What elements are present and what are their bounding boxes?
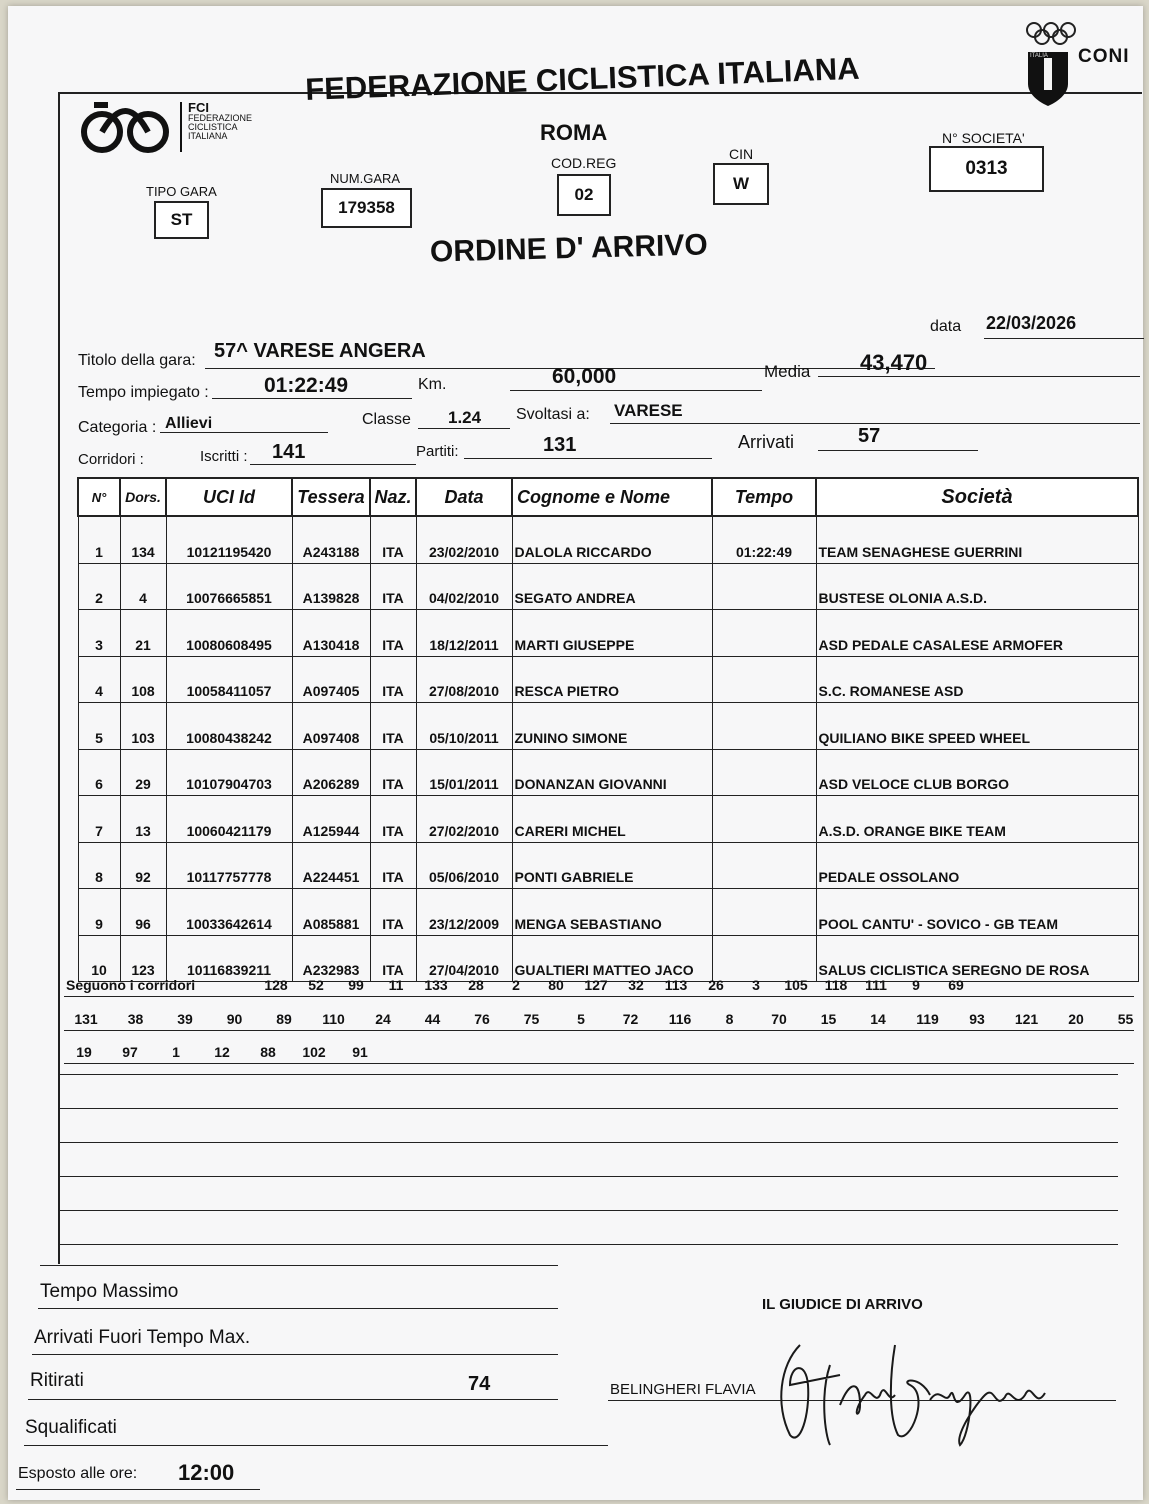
km-value: 60,000	[552, 365, 617, 388]
cell-bib: 13	[120, 796, 166, 843]
data-label: data	[930, 318, 962, 335]
follower-bib: 26	[708, 977, 724, 993]
cell-uci-id: 10033642614	[166, 889, 292, 936]
cell-tessera: A243188	[292, 516, 370, 563]
categoria-value: Allievi	[165, 415, 213, 432]
cell-time	[712, 703, 816, 750]
cell-tessera: A130418	[292, 610, 370, 657]
follower-bib: 102	[302, 1044, 326, 1060]
follower-bib: 70	[771, 1011, 787, 1027]
follower-bib: 75	[523, 1011, 540, 1027]
follower-bib: 1	[172, 1044, 180, 1060]
follower-bib: 119	[916, 1011, 939, 1027]
col-header: Cognome e Nome	[512, 478, 712, 516]
cell-birthdate: 05/06/2010	[416, 842, 512, 889]
giudice-name: BELINGHERI FLAVIA	[610, 1381, 756, 1398]
cell-bib: 21	[120, 610, 166, 657]
follower-bib: 15	[820, 1011, 837, 1027]
cell-name: DONANZAN GIOVANNI	[512, 749, 712, 796]
iscritti-value: 141	[272, 441, 306, 463]
table-row	[78, 703, 1138, 750]
follower-bib: 127	[584, 977, 608, 993]
svolta-value: VARESE	[614, 401, 683, 420]
tipo-gara-box: ST	[154, 201, 209, 239]
cell-nation: ITA	[370, 935, 416, 982]
follower-bib: 97	[122, 1044, 138, 1060]
cod-reg-label: COD.REG	[551, 155, 617, 171]
cell-nation: ITA	[370, 563, 416, 610]
seguono-row-1	[64, 966, 1134, 997]
cell-time	[712, 796, 816, 843]
table-row	[78, 749, 1138, 796]
cell-birthdate: 18/12/2011	[416, 610, 512, 657]
num-gara-label: NUM.GARA	[330, 171, 401, 186]
cell-team: PEDALE OSSOLANO	[816, 842, 1138, 889]
classe-value: 1.24	[448, 408, 482, 427]
cell-name: GUALTIERI MATTEO JACO	[512, 935, 712, 982]
cell-uci-id: 10076665851	[166, 563, 292, 610]
col-header: Società	[816, 478, 1138, 516]
table-row	[78, 656, 1138, 703]
cell-team: TEAM SENAGHESE GUERRINI	[816, 516, 1138, 563]
follower-bib: 32	[628, 977, 644, 993]
giudice-label: IL GIUDICE DI ARRIVO	[762, 1296, 923, 1313]
arrivati-value: 57	[858, 425, 881, 447]
cell-uci-id: 10107904703	[166, 749, 292, 796]
table-row	[78, 563, 1138, 610]
seguono-label: Seguono i corridori	[66, 977, 196, 993]
table-row	[78, 889, 1138, 936]
col-header: UCI Id	[166, 478, 292, 516]
cell-name: RESCA PIETRO	[512, 656, 712, 703]
cell-nation: ITA	[370, 796, 416, 843]
cell-nation: ITA	[370, 749, 416, 796]
cell-nation: ITA	[370, 842, 416, 889]
results-table	[77, 477, 1139, 982]
follower-bib: 133	[424, 977, 448, 993]
cin-box: W	[713, 163, 769, 205]
cell-tessera: A232983	[292, 935, 370, 982]
categoria-label: Categoria :	[78, 419, 157, 436]
cell-bib: 96	[120, 889, 166, 936]
cell-position: 4	[78, 656, 120, 703]
media-value: 43,470	[860, 350, 928, 375]
follower-bib: 39	[177, 1011, 193, 1027]
table-row	[78, 610, 1138, 657]
follower-bib: 80	[548, 977, 564, 993]
cell-team: ASD PEDALE CASALESE ARMOFER	[816, 610, 1138, 657]
fci-sub-2: CICLISTICA	[188, 122, 238, 132]
olympic-rings-icon	[1024, 20, 1080, 46]
follower-bib: 110	[322, 1011, 345, 1027]
cell-position: 2	[78, 563, 120, 610]
cell-bib: 92	[120, 842, 166, 889]
svolta-label: Svoltasi a:	[516, 406, 590, 423]
tipo-gara-label: TIPO GARA	[146, 184, 217, 199]
fuori-tempo-label: Arrivati Fuori Tempo Max.	[34, 1327, 251, 1348]
num-gara-box: 179358	[321, 188, 412, 228]
follower-bib: 3	[752, 977, 760, 993]
doc-title: ORDINE D' ARRIVO	[429, 228, 709, 269]
follower-bib: 88	[260, 1044, 276, 1060]
follower-bib: 38	[127, 1011, 144, 1027]
partiti-value: 131	[543, 434, 577, 456]
cell-team: ASD VELOCE CLUB BORGO	[816, 749, 1138, 796]
coni-shield-text: ITALIA	[1030, 53, 1048, 59]
cell-birthdate: 05/10/2011	[416, 703, 512, 750]
cell-name: CARERI MICHEL	[512, 796, 712, 843]
follower-bib: 20	[1068, 1011, 1084, 1027]
follower-bib: 131	[74, 1011, 98, 1027]
iscritti-label: Iscritti :	[200, 448, 248, 465]
city: ROMA	[540, 120, 608, 145]
cell-tessera: A097408	[292, 703, 370, 750]
cell-name: PONTI GABRIELE	[512, 842, 712, 889]
judge-signature	[770, 1325, 1070, 1455]
fci-sub-3: ITALIANA	[188, 131, 228, 141]
cell-birthdate: 27/04/2010	[416, 935, 512, 982]
cell-team: A.S.D. ORANGE BIKE TEAM	[816, 796, 1138, 843]
cell-team: SALUS CICLISTICA SEREGNO DE ROSA	[816, 935, 1138, 982]
col-header: Data	[416, 478, 512, 516]
follower-bib: 44	[424, 1011, 441, 1027]
cell-bib: 103	[120, 703, 166, 750]
cell-name: ZUNINO SIMONE	[512, 703, 712, 750]
arrivati-label: Arrivati	[738, 432, 795, 452]
ritirati-label: Ritirati	[30, 1370, 84, 1391]
cell-position: 1	[78, 516, 120, 563]
col-header: Tempo	[712, 478, 816, 516]
cell-nation: ITA	[370, 516, 416, 563]
follower-bib: 89	[276, 1011, 292, 1027]
table-header-row	[78, 478, 1138, 516]
cell-position: 6	[78, 749, 120, 796]
cell-tessera: A097405	[292, 656, 370, 703]
cell-position: 3	[78, 610, 120, 657]
cell-tessera: A125944	[292, 796, 370, 843]
cell-birthdate: 23/02/2010	[416, 516, 512, 563]
cell-birthdate: 15/01/2011	[416, 749, 512, 796]
follower-bib: 105	[784, 977, 808, 993]
follower-bib: 99	[348, 977, 364, 993]
tempo-massimo-label: Tempo Massimo	[40, 1281, 179, 1302]
follower-bib: 28	[468, 977, 484, 993]
cell-uci-id: 10117757778	[166, 842, 292, 889]
cell-name: SEGATO ANDREA	[512, 563, 712, 610]
cell-nation: ITA	[370, 703, 416, 750]
follower-bib: 9	[912, 977, 920, 993]
societa-label: N° SOCIETA'	[942, 130, 1025, 146]
col-header: N°	[78, 478, 120, 516]
cell-birthdate: 27/08/2010	[416, 656, 512, 703]
table-row	[78, 516, 1138, 563]
cell-position: 10	[78, 935, 120, 982]
col-header: Dors.	[120, 478, 166, 516]
cell-name: MENGA SEBASTIANO	[512, 889, 712, 936]
follower-bib: 12	[214, 1044, 230, 1060]
cell-bib: 4	[120, 563, 166, 610]
follower-bib: 121	[1014, 1011, 1039, 1027]
follower-bib: 128	[264, 977, 288, 993]
cell-uci-id: 10080608495	[166, 610, 292, 657]
partiti-label: Partiti:	[416, 443, 459, 460]
follower-bib: 2	[512, 977, 520, 993]
follower-bib: 116	[668, 1011, 692, 1027]
fci-mark: FCI	[188, 100, 209, 115]
titolo-label: Titolo della gara:	[78, 352, 196, 369]
follower-bib: 24	[375, 1011, 391, 1027]
cell-uci-id: 10060421179	[166, 796, 292, 843]
cell-position: 5	[78, 703, 120, 750]
societa-box: 0313	[929, 146, 1044, 192]
cell-position: 9	[78, 889, 120, 936]
km-label: Km.	[418, 376, 447, 393]
fci-logo	[78, 98, 268, 160]
cell-time	[712, 842, 816, 889]
ritirati-value: 74	[468, 1373, 491, 1395]
follower-bib: 118	[824, 977, 848, 993]
follower-bib: 76	[474, 1011, 490, 1027]
cell-team: S.C. ROMANESE ASD	[816, 656, 1138, 703]
follower-bib: 55	[1117, 1011, 1134, 1027]
cell-position: 7	[78, 796, 120, 843]
federation-title: FEDERAZIONE CICLISTICA ITALIANA	[304, 50, 861, 108]
cell-time	[712, 889, 816, 936]
follower-bib: 91	[352, 1044, 368, 1060]
cell-team: QUILIANO BIKE SPEED WHEEL	[816, 703, 1138, 750]
race-date: 22/03/2026	[986, 313, 1077, 333]
coni-logo	[1024, 20, 1139, 110]
coni-label: CONI	[1078, 46, 1130, 67]
cell-team: POOL CANTU' - SOVICO - GB TEAM	[816, 889, 1138, 936]
follower-bib: 113	[664, 977, 688, 993]
cell-birthdate: 04/02/2010	[416, 563, 512, 610]
fci-sub-1: FEDERAZIONE	[188, 113, 253, 123]
cell-time: 01:22:49	[712, 516, 816, 563]
cod-reg-box: 02	[557, 174, 611, 216]
cell-time	[712, 563, 816, 610]
cell-uci-id: 10121195420	[166, 516, 292, 563]
classe-label: Classe	[362, 411, 411, 428]
esposto-value: 12:00	[178, 1460, 235, 1485]
seguono-row-2	[64, 1000, 1134, 1031]
col-header: Tessera	[292, 478, 370, 516]
cell-name: MARTI GIUSEPPE	[512, 610, 712, 657]
cell-bib: 123	[120, 935, 166, 982]
cell-time	[712, 656, 816, 703]
race-title: 57^ VARESE ANGERA	[214, 340, 426, 362]
tempo-value: 01:22:49	[264, 374, 349, 397]
follower-bib: 90	[226, 1011, 243, 1027]
follower-bib: 5	[577, 1011, 585, 1027]
cell-bib: 29	[120, 749, 166, 796]
table-row	[78, 796, 1138, 843]
corridori-label: Corridori :	[78, 451, 144, 468]
follower-bib: 72	[622, 1011, 639, 1027]
cell-tessera: A224451	[292, 842, 370, 889]
cell-birthdate: 23/12/2009	[416, 889, 512, 936]
cell-uci-id: 10116839211	[166, 935, 292, 982]
cell-nation: ITA	[370, 610, 416, 657]
follower-bib: 19	[76, 1044, 92, 1060]
follower-bib: 69	[948, 977, 964, 993]
esposto-label: Esposto alle ore:	[18, 1465, 138, 1482]
cell-bib: 134	[120, 516, 166, 563]
bicycle-logo-icon	[78, 98, 178, 160]
cell-position: 8	[78, 842, 120, 889]
media-label: Media	[764, 362, 811, 381]
cell-nation: ITA	[370, 889, 416, 936]
cell-time	[712, 749, 816, 796]
follower-bib: 8	[725, 1011, 734, 1027]
cell-tessera: A139828	[292, 563, 370, 610]
col-header: Naz.	[370, 478, 416, 516]
cell-uci-id: 10058411057	[166, 656, 292, 703]
cell-birthdate: 27/02/2010	[416, 796, 512, 843]
cell-time	[712, 610, 816, 657]
cell-bib: 108	[120, 656, 166, 703]
follower-bib: 93	[969, 1011, 985, 1027]
follower-bib: 52	[308, 977, 324, 993]
table-row	[78, 842, 1138, 889]
cell-nation: ITA	[370, 656, 416, 703]
seguono-row-3	[64, 1033, 1134, 1064]
tempo-label: Tempo impiegato :	[78, 384, 209, 401]
cell-tessera: A206289	[292, 749, 370, 796]
follower-bib: 11	[388, 977, 404, 993]
squalificati-label: Squalificati	[25, 1417, 117, 1438]
follower-bib: 14	[870, 1011, 886, 1027]
cell-team: BUSTESE OLONIA A.S.D.	[816, 563, 1138, 610]
follower-bib: 111	[865, 977, 887, 993]
cell-uci-id: 10080438242	[166, 703, 292, 750]
cell-name: DALOLA RICCARDO	[512, 516, 712, 563]
cin-label: CIN	[729, 146, 754, 162]
cell-tessera: A085881	[292, 889, 370, 936]
